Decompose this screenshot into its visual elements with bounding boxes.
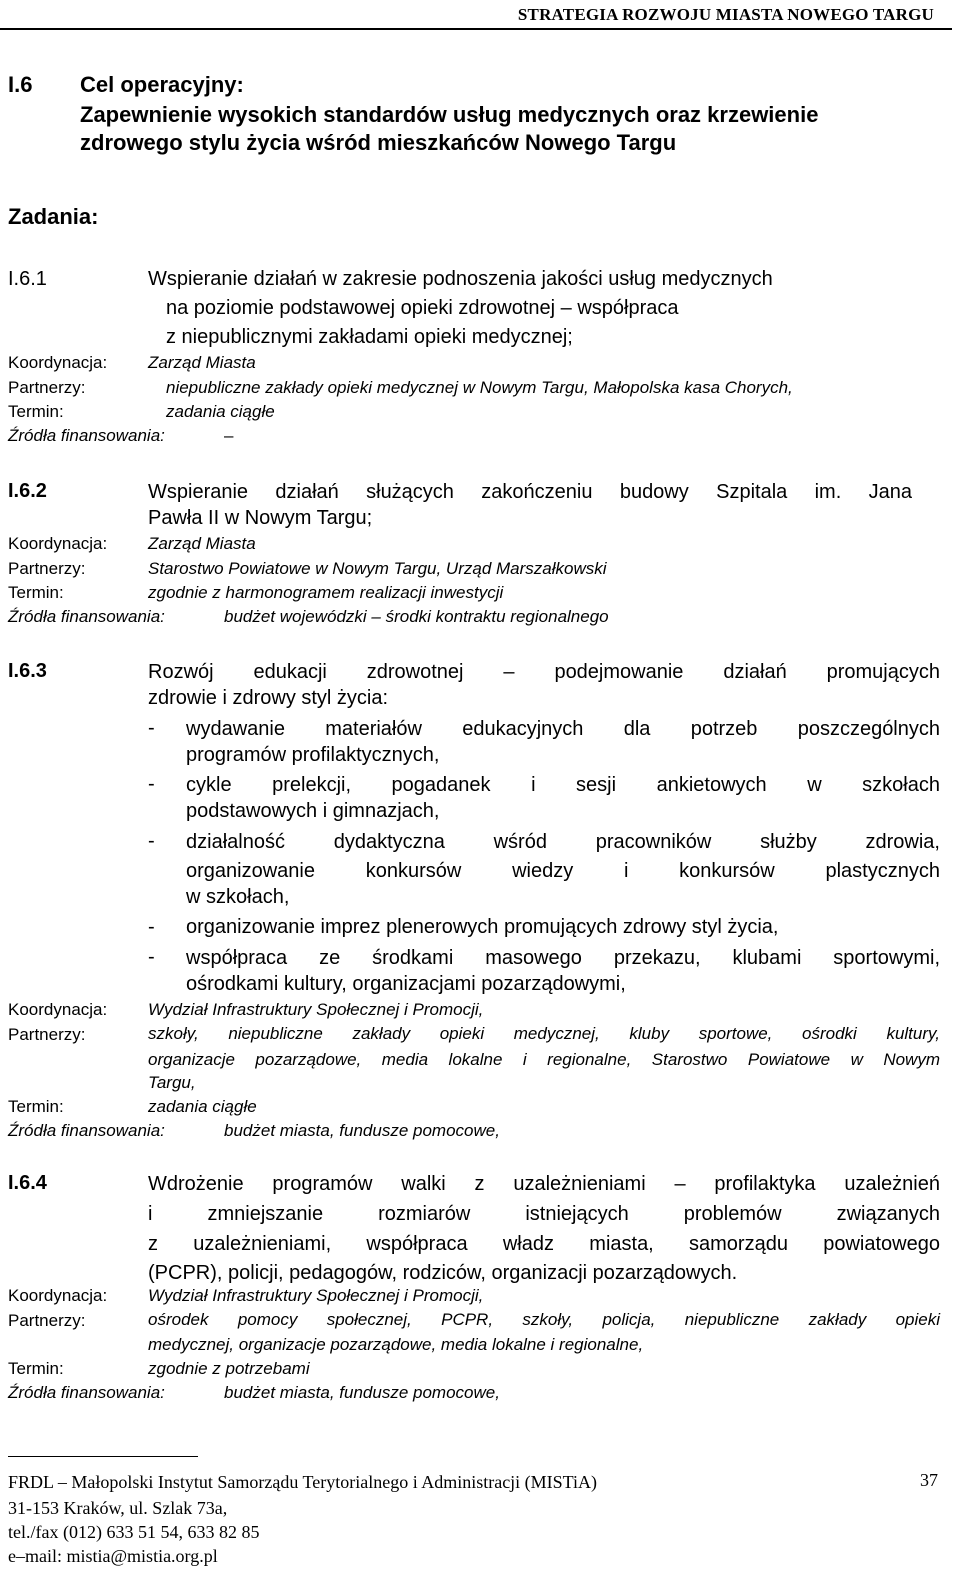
bullet-dash: - — [148, 830, 155, 852]
footer-line: e–mail: mistia@mistia.org.pl — [8, 1546, 218, 1566]
tasks-heading: Zadania: — [8, 204, 99, 229]
footer-line: FRDL – Małopolski Instytut Samorządu Terytorialnego i Administracji (MISTiA) — [8, 1472, 598, 1492]
partnerzy-value: niepubliczne zakłady opieki medycznej w Nowym Targu, Małopolska kasa Chorych, — [166, 378, 793, 397]
bullet-dash: - — [148, 946, 155, 968]
goal-title-line-2: zdrowego stylu życia wśród mieszkańców Nowego Targu — [80, 130, 677, 155]
bullet-line: podstawowych i gimnazjach, — [186, 800, 440, 822]
bullet-dash: - — [148, 773, 155, 795]
task-title-line: z niepublicznymi zakładami opieki medycznej; — [166, 326, 573, 348]
bullet-line: działalność dydaktyczna wśród pracowników służby zdrowia, — [186, 831, 940, 853]
termin-value: zadania ciągłe — [148, 1097, 257, 1116]
task-number: I.6.4 — [8, 1172, 47, 1194]
zrodla-label: Źródła finansowania: — [8, 1383, 165, 1402]
partnerzy-label: Partnerzy: — [8, 378, 86, 397]
bullet-line: organizowanie imprez plenerowych promujących zdrowy styl życia, — [186, 916, 779, 938]
partnerzy-value: organizacje pozarządowe, media lokalne i regionalne, Starostwo Powiatowe w Nowym — [148, 1050, 940, 1069]
goal-label: Cel operacyjny: — [80, 72, 244, 97]
termin-label: Termin: — [8, 1097, 64, 1116]
zrodla-value: – — [224, 426, 234, 445]
bullet-dash: - — [148, 717, 155, 739]
page-number: 37 — [920, 1470, 938, 1490]
footer-line: 31-153 Kraków, ul. Szlak 73a, — [8, 1498, 228, 1518]
partnerzy-value: medycznej, organizacje pozarządowe, media lokalne i regionalne, — [148, 1335, 644, 1354]
running-header — [0, 2, 952, 30]
termin-value: zgodnie z potrzebami — [148, 1359, 310, 1378]
koordynacja-value: Zarząd Miasta — [148, 353, 256, 372]
partnerzy-value: szkoły, niepubliczne zakłady opieki medycznej, kluby sportowe, ośrodki kultury, — [148, 1024, 940, 1043]
koordynacja-value: Wydział Infrastruktury Społecznej i Promocji, — [148, 1286, 484, 1305]
task-title-line: Pawła II w Nowym Targu; — [148, 507, 373, 529]
task-title-line: Wspieranie działań służących zakończeniu budowy Szpitala im. Jana — [148, 481, 912, 503]
task-number: I.6.1 — [8, 268, 47, 290]
bullet-line: cykle prelekcji, pogadanek i sesji ankietowych w szkołach — [186, 774, 940, 796]
partnerzy-label: Partnerzy: — [8, 1025, 86, 1044]
zrodla-value: budżet miasta, fundusze pomocowe, — [224, 1383, 500, 1402]
task-title-line: Wspieranie działań w zakresie podnoszenia jakości usług medycznych — [148, 268, 773, 290]
goal-number: I.6 — [8, 72, 33, 97]
zrodla-label: Źródła finansowania: — [8, 607, 165, 626]
task-title-line: (PCPR), policji, pedagogów, rodziców, organizacji pozarządowych. — [148, 1262, 738, 1284]
footer-line: tel./fax (012) 633 51 54, 633 82 85 — [8, 1522, 260, 1542]
task-title-line: i zmniejszanie rozmiarów istniejących problemów związanych — [148, 1203, 940, 1225]
termin-value: zadania ciągłe — [166, 402, 275, 421]
partnerzy-value: ośrodek pomocy społecznej, PCPR, szkoły, policja, niepubliczne zakłady opieki — [148, 1310, 940, 1329]
zrodla-value: budżet wojewódzki – środki kontraktu regionalnego — [224, 607, 609, 626]
footer-rule — [8, 1456, 198, 1457]
goal-title-line-1: Zapewnienie wysokich standardów usług medycznych oraz krzewienie — [80, 102, 819, 127]
bullet-line: organizowanie konkursów wiedzy i konkursów plastycznych — [186, 860, 940, 882]
zrodla-label: Źródła finansowania: — [8, 426, 165, 445]
koordynacja-value: Wydział Infrastruktury Społecznej i Promocji, — [148, 1000, 484, 1019]
task-title-line: zdrowie i zdrowy styl życia: — [148, 687, 389, 709]
bullet-line: współpraca ze środkami masowego przekazu, klubami sportowymi, — [186, 947, 940, 969]
koordynacja-label: Koordynacja: — [8, 1000, 108, 1019]
termin-label: Termin: — [8, 1359, 64, 1378]
bullet-line: ośrodkami kultury, organizacjami pozarządowymi, — [186, 973, 626, 995]
partnerzy-label: Partnerzy: — [8, 559, 86, 578]
koordynacja-value: Zarząd Miasta — [148, 534, 256, 553]
bullet-line: programów profilaktycznych, — [186, 744, 440, 766]
task-title-line: z uzależnieniami, współpraca władz miasta, samorządu powiatowego — [148, 1233, 940, 1255]
termin-label: Termin: — [8, 402, 64, 421]
bullet-dash: - — [148, 916, 155, 938]
running-header-title: STRATEGIA ROZWOJU MIASTA NOWEGO TARGU — [517, 5, 934, 24]
koordynacja-label: Koordynacja: — [8, 353, 108, 372]
partnerzy-value: Starostwo Powiatowe w Nowym Targu, Urząd Marszałkowski — [148, 559, 607, 578]
termin-value: zgodnie z harmonogramem realizacji inwestycji — [148, 583, 504, 602]
koordynacja-label: Koordynacja: — [8, 534, 108, 553]
task-number: I.6.2 — [8, 480, 47, 502]
termin-label: Termin: — [8, 583, 64, 602]
bullet-line: wydawanie materiałów edukacyjnych dla potrzeb poszczególnych — [186, 718, 940, 740]
zrodla-label: Źródła finansowania: — [8, 1121, 165, 1140]
bullet-line: w szkołach, — [186, 886, 290, 908]
task-title-line: na poziomie podstawowej opieki zdrowotnej – współpraca — [166, 297, 679, 319]
koordynacja-label: Koordynacja: — [8, 1286, 108, 1305]
task-number: I.6.3 — [8, 660, 47, 682]
zrodla-value: budżet miasta, fundusze pomocowe, — [224, 1121, 500, 1140]
partnerzy-label: Partnerzy: — [8, 1311, 86, 1330]
task-title-line: Rozwój edukacji zdrowotnej – podejmowanie działań promujących — [148, 661, 940, 683]
partnerzy-value: Targu, — [148, 1073, 196, 1092]
task-title-line: Wdrożenie programów walki z uzależnieniami – profilaktyka uzależnień — [148, 1173, 940, 1195]
